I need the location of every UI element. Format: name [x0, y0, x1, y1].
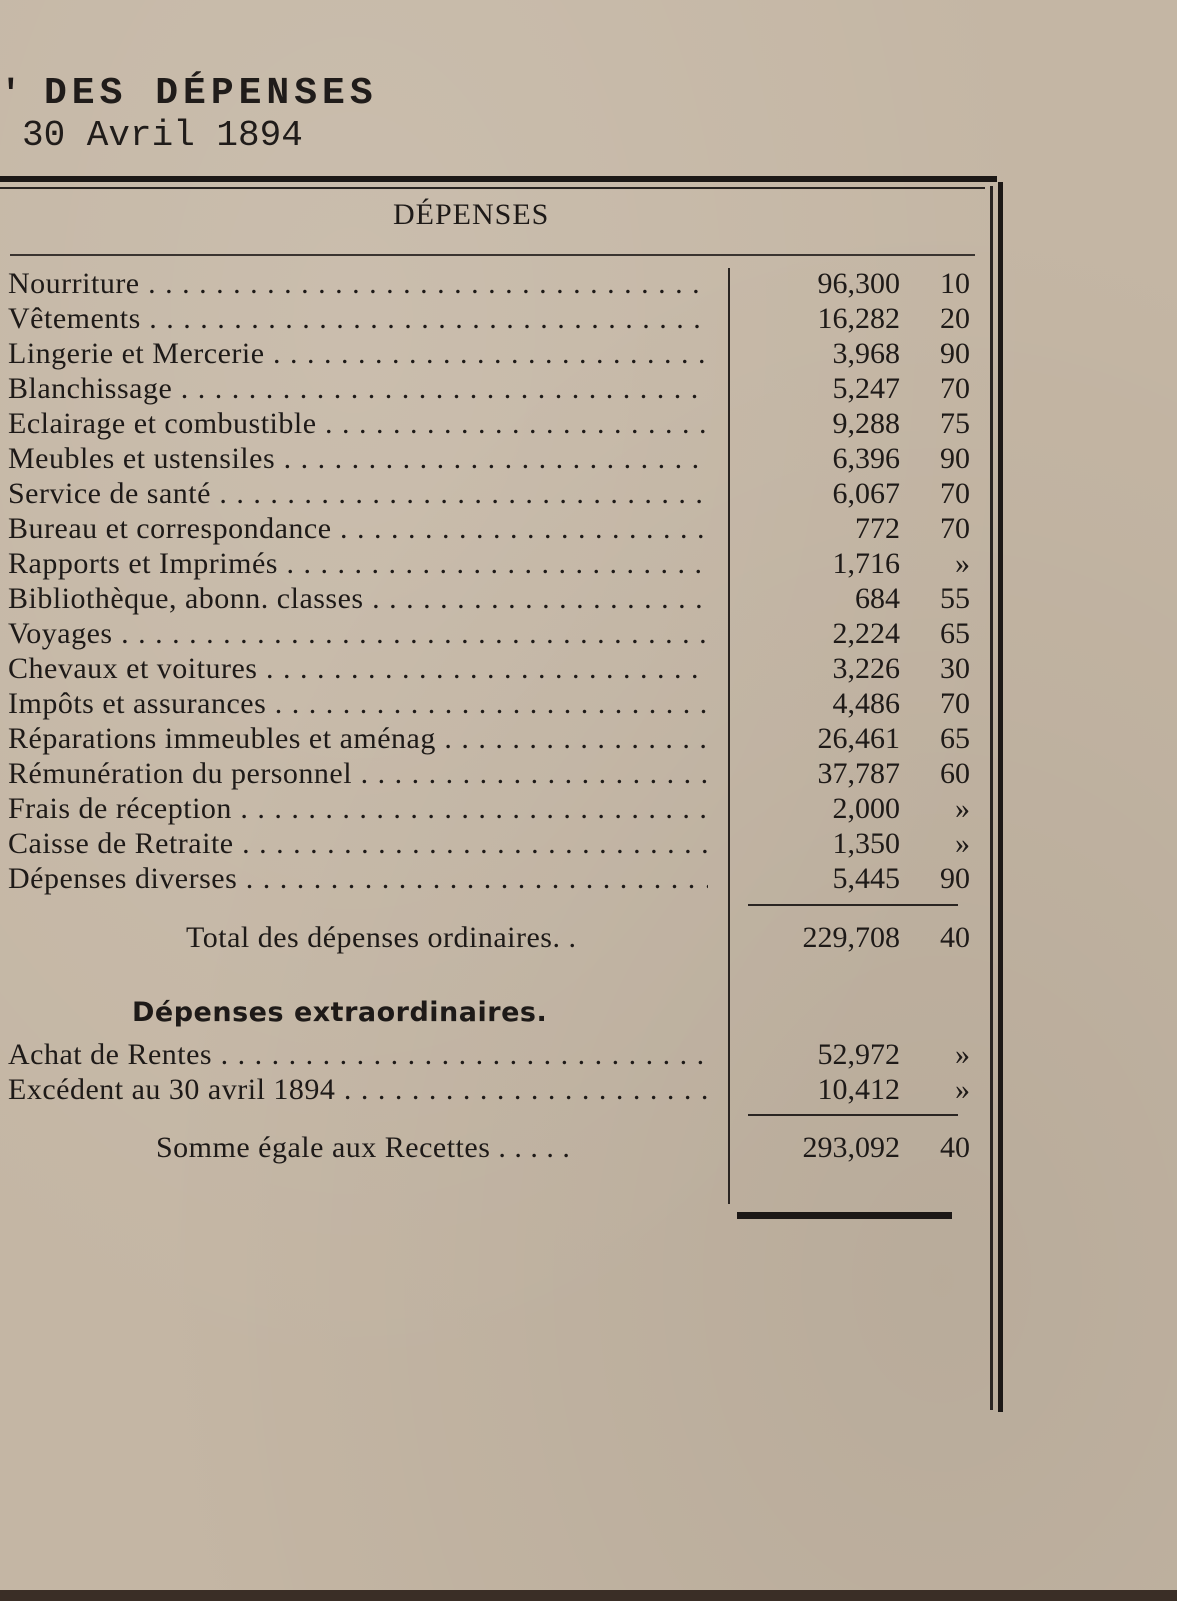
grand-total-amount: 293,092: [802, 1131, 900, 1164]
total-rule: [748, 1114, 958, 1116]
row-amount: 4,486: [832, 687, 900, 720]
table-row: [8, 476, 1008, 512]
ordinary-total-row: [8, 920, 1008, 956]
row-cents: 20: [940, 302, 970, 335]
row-label: Service de santé . . .: [8, 476, 708, 512]
page-bottom-edge: [0, 1590, 1177, 1601]
ordinary-total-cents: 40: [940, 921, 970, 954]
row-label: Frais de réception . . .: [8, 791, 708, 827]
row-amount: 684: [855, 582, 900, 615]
row-cents: 90: [940, 862, 970, 895]
column-title: DÉPENSES: [393, 198, 550, 231]
row-cents: 65: [940, 722, 970, 755]
table-row: [8, 616, 1008, 652]
ordinary-total-label: Total des dépenses ordinaires. .: [186, 921, 577, 954]
table-row: [8, 756, 1008, 792]
table-row: [8, 791, 1008, 827]
row-label: Bureau et correspondance . . .: [8, 511, 708, 547]
row-label: Caisse de Retraite . . .: [8, 826, 708, 862]
page-heading: DES DÉPENSES: [44, 72, 378, 115]
row-cents: »: [955, 792, 970, 825]
table-row: [8, 721, 1008, 757]
row-label: Rapports et Imprimés . . .: [8, 546, 708, 582]
grand-total-cents: 40: [940, 1131, 970, 1164]
row-amount: 26,461: [817, 722, 900, 755]
row-label: Eclairage et combustible . . .: [8, 406, 708, 442]
row-amount: 1,350: [832, 827, 900, 860]
extraordinary-heading: Dépenses extraordinaires.: [132, 997, 548, 1028]
row-amount: 6,396: [832, 442, 900, 475]
table-row: [8, 301, 1008, 337]
table-row: [8, 581, 1008, 617]
row-label: Chevaux et voitures . . .: [8, 651, 708, 687]
table-row: [8, 336, 1008, 372]
row-label: Rémunération du personnel . . .: [8, 756, 708, 792]
table-row: [8, 1037, 1008, 1073]
row-amount: 9,288: [832, 407, 900, 440]
row-cents: 90: [940, 442, 970, 475]
row-amount: 5,445: [832, 862, 900, 895]
table-row: [8, 266, 1008, 302]
row-cents: 70: [940, 687, 970, 720]
row-cents: 60: [940, 757, 970, 790]
row-amount: 6,067: [832, 477, 900, 510]
page-date: 30 Avril 1894: [22, 115, 303, 156]
subtotal-rule: [748, 904, 958, 906]
table-row: [8, 406, 1008, 442]
header-underline: [10, 254, 975, 256]
table-row: [8, 826, 1008, 862]
row-cents: 10: [940, 267, 970, 300]
row-label: Réparations immeubles et aménag . . .: [8, 721, 708, 757]
row-amount: 1,716: [832, 547, 900, 580]
table-row: [8, 511, 1008, 547]
row-amount: 16,282: [817, 302, 900, 335]
row-label: Impôts et assurances . . .: [8, 686, 708, 722]
row-label: Bibliothèque, abonn. classes . . .: [8, 581, 708, 617]
table-row: [8, 1072, 1008, 1108]
row-amount: 5,247: [832, 372, 900, 405]
table-row: [8, 861, 1008, 897]
table-row: [8, 441, 1008, 477]
row-cents: 70: [940, 477, 970, 510]
row-amount: 2,000: [832, 792, 900, 825]
row-cents: 65: [940, 617, 970, 650]
row-label: Voyages . . .: [8, 616, 708, 652]
row-label: Excédent au 30 avril 1894 . . .: [8, 1072, 708, 1108]
row-label: Lingerie et Mercerie . . .: [8, 336, 708, 372]
row-amount: 52,972: [817, 1038, 900, 1071]
row-amount: 37,787: [817, 757, 900, 790]
row-label: Vêtements . . .: [8, 301, 708, 337]
row-label: Blanchissage . . .: [8, 371, 708, 407]
row-amount: 96,300: [817, 267, 900, 300]
row-cents: 30: [940, 652, 970, 685]
row-amount: 772: [855, 512, 900, 545]
heading-mark: ': [0, 74, 22, 115]
row-amount: 3,968: [832, 337, 900, 370]
row-cents: 55: [940, 582, 970, 615]
row-amount: 10,412: [817, 1073, 900, 1106]
row-cents: »: [955, 1073, 970, 1106]
row-label: Nourriture . . .: [8, 266, 708, 302]
row-amount: 2,224: [832, 617, 900, 650]
row-label: Meubles et ustensiles . . .: [8, 441, 708, 477]
table-row: [8, 651, 1008, 687]
final-rule: [737, 1212, 952, 1219]
row-label: Dépenses diverses . . .: [8, 861, 708, 897]
row-cents: »: [955, 827, 970, 860]
table-row: [8, 686, 1008, 722]
ordinary-total-amount: 229,708: [802, 921, 900, 954]
grand-total-row: [8, 1130, 1008, 1166]
row-cents: 70: [940, 372, 970, 405]
row-cents: 90: [940, 337, 970, 370]
row-cents: 75: [940, 407, 970, 440]
grand-total-label: Somme égale aux Recettes . . . . .: [156, 1131, 571, 1164]
table-row: [8, 371, 1008, 407]
top-rule-thick: [0, 176, 997, 182]
row-label: Achat de Rentes . . .: [8, 1037, 708, 1073]
row-cents: 70: [940, 512, 970, 545]
row-cents: »: [955, 547, 970, 580]
row-amount: 3,226: [832, 652, 900, 685]
row-cents: »: [955, 1038, 970, 1071]
top-rule-thin: [0, 187, 985, 189]
table-row: [8, 546, 1008, 582]
